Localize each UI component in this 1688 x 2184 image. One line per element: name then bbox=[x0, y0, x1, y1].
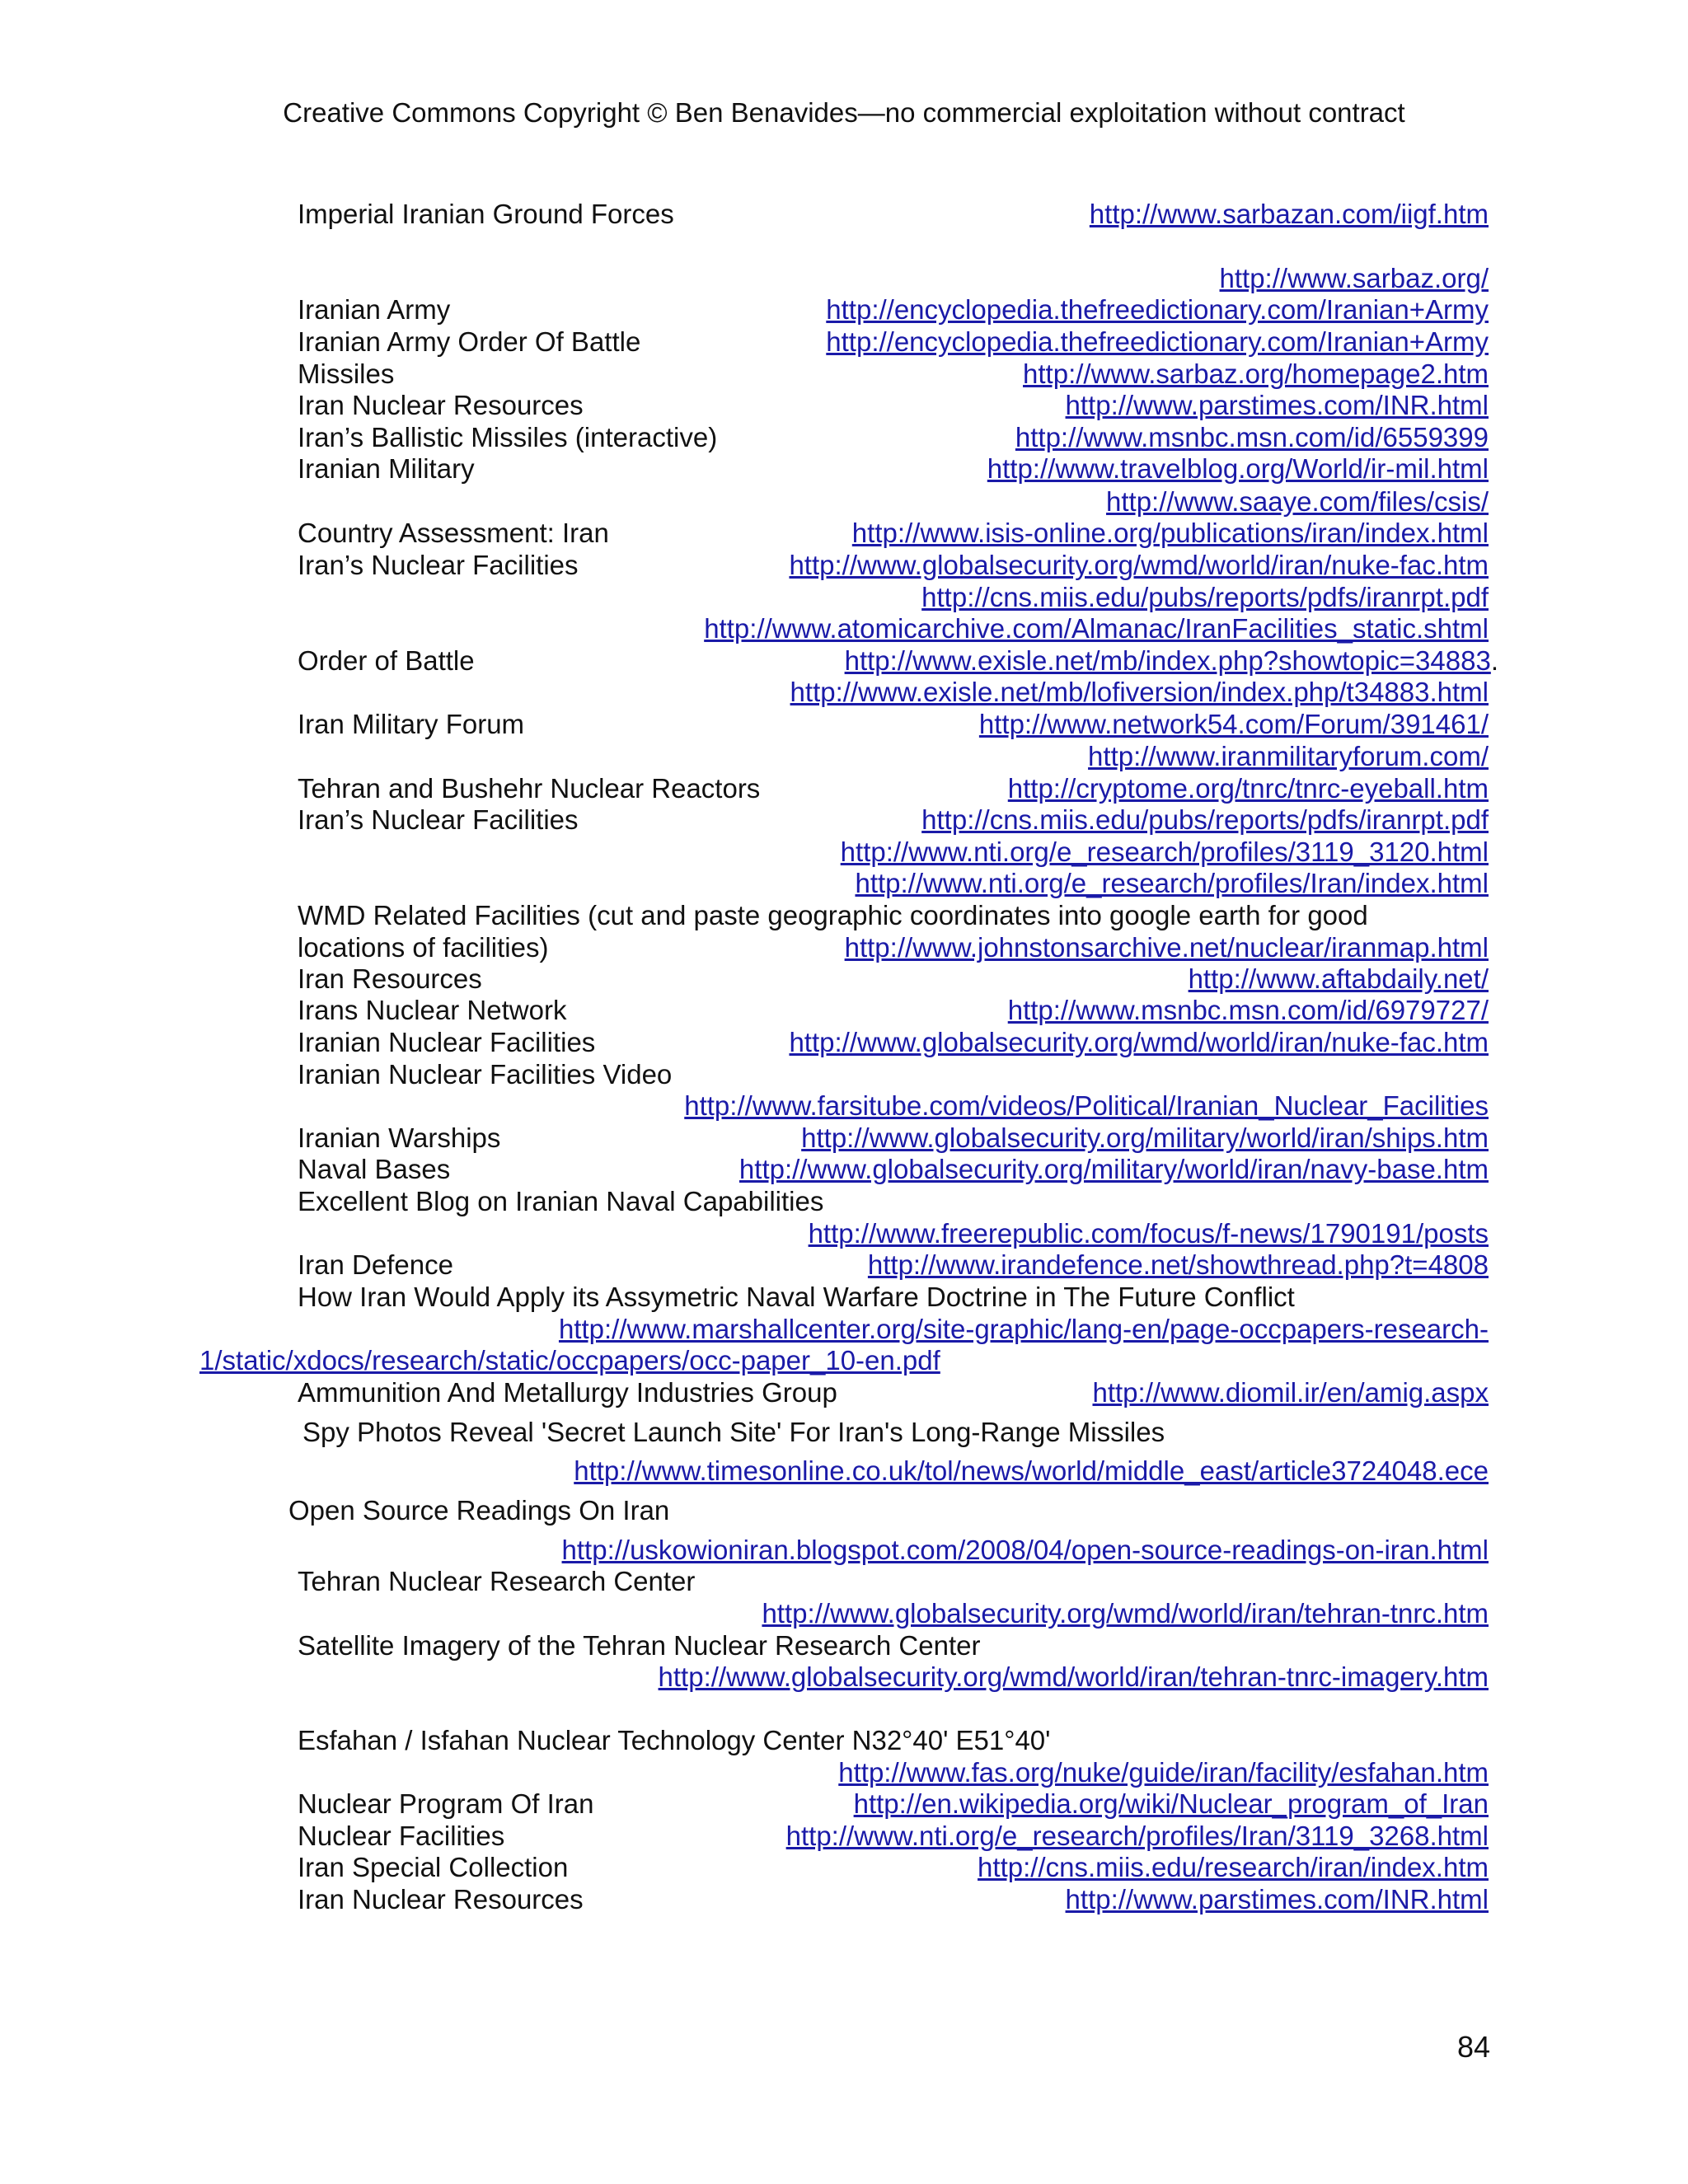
entry-link-wrapper bbox=[704, 612, 1489, 645]
link-entry bbox=[0, 612, 1688, 645]
entry-link[interactable]: http://www.aftabdaily.net/ bbox=[1188, 963, 1489, 994]
link-entry bbox=[0, 1344, 1688, 1377]
link-entry bbox=[0, 963, 1688, 996]
entry-label: Iran’s Nuclear Facilities bbox=[298, 550, 579, 580]
entry-label: Iran Military Forum bbox=[298, 709, 525, 739]
entry-link-wrapper bbox=[1090, 198, 1489, 231]
link-entry bbox=[0, 421, 1688, 454]
entry-label: How Iran Would Apply its Assymetric Naval Warfare Doctrine in The Future Conflict bbox=[298, 1282, 1295, 1312]
entry-label: Irans Nuclear Network bbox=[298, 995, 567, 1025]
entry-label: Missiles bbox=[298, 359, 395, 389]
link-entry bbox=[0, 899, 1688, 932]
link-entry bbox=[0, 1565, 1688, 1598]
entry-link-wrapper bbox=[789, 1026, 1489, 1059]
entry-link-wrapper bbox=[1023, 358, 1489, 391]
entry-link-wrapper bbox=[684, 1090, 1489, 1122]
link-entry bbox=[0, 1597, 1688, 1630]
link-entry bbox=[0, 262, 1688, 295]
entry-link[interactable]: http://www.atomicarchive.com/Almanac/IranFacilities_static.shtml bbox=[704, 613, 1489, 644]
entry-link-wrapper bbox=[1189, 963, 1489, 996]
entry-label: Iranian Nuclear Facilities Video bbox=[298, 1059, 673, 1090]
link-entry bbox=[0, 326, 1688, 359]
entry-link-wrapper bbox=[845, 931, 1489, 964]
entry-link[interactable]: http://www.farsitube.com/videos/Political/Iranian_Nuclear_Facilities bbox=[684, 1090, 1489, 1121]
entry-link[interactable]: http://www.globalsecurity.org/wmd/world/iran/tehran-tnrc.htm bbox=[762, 1598, 1489, 1629]
link-entry bbox=[0, 994, 1688, 1027]
entry-label: Excellent Blog on Iranian Naval Capabilities bbox=[298, 1186, 824, 1216]
entry-link-wrapper bbox=[1088, 740, 1489, 773]
entry-link-wrapper bbox=[574, 1455, 1489, 1488]
entry-link[interactable]: http://www.exisle.net/mb/index.php?showtopic=34883 bbox=[844, 645, 1491, 676]
entry-label: Ammunition And Metallurgy Industries Group bbox=[298, 1377, 837, 1408]
entry-link-wrapper bbox=[838, 1756, 1489, 1789]
link-entry bbox=[0, 1820, 1688, 1853]
entry-link-wrapper bbox=[987, 452, 1489, 485]
entry-label: Open Source Readings On Iran bbox=[288, 1495, 670, 1526]
entry-link-wrapper bbox=[1008, 994, 1489, 1027]
entry-label: Imperial Iranian Ground Forces bbox=[298, 199, 674, 229]
link-entry bbox=[0, 1090, 1688, 1122]
link-entry bbox=[0, 549, 1688, 582]
entry-link-wrapper bbox=[855, 867, 1489, 900]
entry-link-wrapper bbox=[1015, 421, 1489, 454]
link-entry bbox=[0, 485, 1688, 518]
entry-link-wrapper bbox=[845, 644, 1498, 677]
entry-link[interactable]: http://www.parstimes.com/INR.html bbox=[1065, 1884, 1489, 1915]
link-entry bbox=[0, 1026, 1688, 1059]
entry-label: Iran Defence bbox=[298, 1249, 453, 1280]
link-entry bbox=[0, 581, 1688, 614]
entry-label: Tehran Nuclear Research Center bbox=[298, 1566, 696, 1596]
entry-link-wrapper bbox=[979, 708, 1489, 741]
entry-label: Iran Nuclear Resources bbox=[298, 1884, 584, 1915]
link-entry bbox=[0, 708, 1688, 741]
link-entry bbox=[0, 1313, 1688, 1346]
entry-label: Country Assessment: Iran bbox=[298, 518, 609, 548]
entry-link[interactable]: http://www.sarbaz.org/ bbox=[1219, 263, 1489, 293]
entry-link[interactable]: http://www.timesonline.co.uk/tol/news/world/middle_east/article3724048.ece bbox=[574, 1455, 1489, 1486]
entry-link[interactable]: http://www.msnbc.msn.com/id/6559399 bbox=[1015, 422, 1489, 452]
entry-label: Iranian Army Order Of Battle bbox=[298, 326, 641, 357]
entry-link[interactable]: http://uskowioniran.blogspot.com/2008/04/open-source-readings-on-iran.html bbox=[561, 1535, 1489, 1565]
link-entry bbox=[0, 676, 1688, 709]
entry-link[interactable]: http://www.iranmilitaryforum.com/ bbox=[1088, 741, 1489, 771]
link-entry bbox=[0, 1376, 1688, 1409]
entry-link-wrapper bbox=[801, 1122, 1489, 1155]
link-entry bbox=[0, 1416, 1688, 1449]
link-entry bbox=[0, 1281, 1688, 1314]
entry-label: Iran Resources bbox=[298, 963, 482, 994]
entry-label: Iran’s Nuclear Facilities bbox=[298, 804, 579, 835]
link-entry bbox=[0, 358, 1688, 391]
entry-link-wrapper bbox=[921, 804, 1489, 837]
entry-label: Nuclear Program Of Iran bbox=[298, 1788, 594, 1819]
entry-label: Satellite Imagery of the Tehran Nuclear Research Center bbox=[298, 1630, 981, 1661]
link-entry bbox=[0, 293, 1688, 326]
entry-link[interactable]: http://www.globalsecurity.org/military/world/iran/ships.htm bbox=[801, 1122, 1489, 1153]
link-entry bbox=[0, 772, 1688, 805]
entry-label: Iran Nuclear Resources bbox=[298, 390, 584, 420]
entry-link-wrapper bbox=[1066, 389, 1489, 422]
entry-link[interactable]: http://encyclopedia.thefreedictionary.com/Iranian+Army bbox=[826, 326, 1489, 357]
entry-label: Tehran and Bushehr Nuclear Reactors bbox=[298, 773, 761, 804]
link-entry bbox=[0, 1756, 1688, 1789]
entry-link-wrapper bbox=[762, 1597, 1489, 1630]
entry-link[interactable]: http://www.globalsecurity.org/wmd/world/iran/nuke-fac.htm bbox=[789, 550, 1489, 580]
entry-link-wrapper bbox=[1106, 485, 1489, 518]
entry-link-wrapper bbox=[562, 1534, 1489, 1567]
entry-link[interactable]: http://www.nti.org/e_research/profiles/Iran/index.html bbox=[855, 868, 1489, 898]
entry-link-wrapper bbox=[978, 1851, 1489, 1884]
entry-link[interactable]: http://www.nti.org/e_research/profiles/3119_3120.html bbox=[840, 837, 1489, 867]
entry-link[interactable]: http://encyclopedia.thefreedictionary.com/Iranian+Army bbox=[826, 294, 1489, 325]
entry-label: WMD Related Facilities (cut and paste geographic coordinates into google earth for good bbox=[298, 900, 1368, 930]
link-entry bbox=[0, 644, 1688, 677]
link-entry bbox=[0, 1455, 1688, 1488]
entry-link[interactable]: http://www.exisle.net/mb/lofiversion/index.php/t34883.html bbox=[790, 677, 1489, 707]
entry-link[interactable]: http://www.johnstonsarchive.net/nuclear/iranmap.html bbox=[844, 932, 1489, 963]
entry-link[interactable]: http://www.globalsecurity.org/military/world/iran/navy-base.htm bbox=[738, 1154, 1489, 1184]
entry-label: Naval Bases bbox=[298, 1154, 451, 1184]
entry-link-wrapper bbox=[826, 293, 1489, 326]
entry-label: Iran’s Ballistic Missiles (interactive) bbox=[298, 422, 718, 452]
link-entry bbox=[0, 1724, 1688, 1757]
entry-link-wrapper bbox=[199, 1344, 940, 1377]
entry-link[interactable]: http://www.freerepublic.com/focus/f-news/1790191/posts bbox=[808, 1218, 1489, 1249]
entry-link[interactable]: http://www.travelblog.org/World/ir-mil.html bbox=[987, 453, 1489, 484]
entry-label: Spy Photos Reveal 'Secret Launch Site' For Iran's Long-Range Missiles bbox=[302, 1417, 1165, 1447]
link-entry bbox=[0, 1249, 1688, 1282]
link-entry bbox=[0, 1185, 1688, 1218]
link-entry bbox=[0, 1851, 1688, 1884]
entry-link[interactable]: http://www.saaye.com/files/csis/ bbox=[1106, 486, 1489, 517]
link-entry bbox=[0, 1534, 1688, 1567]
entry-link-wrapper bbox=[868, 1249, 1489, 1282]
link-entry bbox=[0, 836, 1688, 869]
entry-label: Iranian Warships bbox=[298, 1122, 501, 1153]
entry-link[interactable]: http://cryptome.org/tnrc/tnrc-eyeball.htm bbox=[1007, 773, 1489, 804]
entry-link[interactable]: http://cns.miis.edu/research/iran/index.htm bbox=[978, 1852, 1489, 1882]
entry-link[interactable]: http://cns.miis.edu/pubs/reports/pdfs/iranrpt.pdf bbox=[921, 582, 1489, 612]
entry-link-wrapper bbox=[1220, 262, 1489, 295]
entry-link[interactable]: http://www.globalsecurity.org/wmd/world/iran/tehran-tnrc-imagery.htm bbox=[658, 1661, 1489, 1692]
entry-link-wrapper bbox=[852, 517, 1489, 550]
entry-link-wrapper bbox=[809, 1217, 1489, 1250]
entry-label: Iran Special Collection bbox=[298, 1852, 569, 1882]
link-entry bbox=[0, 198, 1688, 231]
entry-link-wrapper bbox=[841, 836, 1489, 869]
entry-label: Order of Battle bbox=[298, 645, 475, 676]
entry-link[interactable]: http://en.wikipedia.org/wiki/Nuclear_program_of_Iran bbox=[853, 1788, 1489, 1819]
link-entry bbox=[0, 1494, 1688, 1527]
link-entry bbox=[0, 804, 1688, 837]
entry-label: Iranian Nuclear Facilities bbox=[298, 1027, 596, 1057]
entry-label: Iranian Military bbox=[298, 453, 475, 484]
link-entry bbox=[0, 931, 1688, 964]
link-entry bbox=[0, 1153, 1688, 1186]
entry-label: Nuclear Facilities bbox=[298, 1821, 505, 1851]
entry-link[interactable]: http://www.nti.org/e_research/profiles/Iran/3119_3268.html bbox=[785, 1821, 1489, 1851]
entry-link-wrapper bbox=[1008, 772, 1489, 805]
entry-link[interactable]: 1/static/xdocs/research/static/occpapers/occ-paper_10-en.pdf bbox=[199, 1345, 940, 1376]
link-entry bbox=[0, 452, 1688, 485]
entry-label: Esfahan / Isfahan Nuclear Technology Center N32°40' E51°40' bbox=[298, 1725, 1051, 1755]
link-entry bbox=[0, 1883, 1688, 1916]
entry-link[interactable]: http://www.irandefence.net/showthread.php?t=4808 bbox=[867, 1249, 1489, 1280]
link-entry bbox=[0, 1058, 1688, 1091]
entry-link[interactable]: http://www.globalsecurity.org/wmd/world/iran/nuke-fac.htm bbox=[789, 1027, 1489, 1057]
entry-label: locations of facilities) bbox=[298, 932, 549, 963]
entry-link-wrapper bbox=[1066, 1883, 1489, 1916]
entry-label: Iranian Army bbox=[298, 294, 451, 325]
entry-link-wrapper bbox=[559, 1313, 1489, 1346]
entry-link-wrapper bbox=[854, 1788, 1489, 1821]
entry-link-wrapper bbox=[786, 1820, 1489, 1853]
entry-link[interactable]: http://www.marshallcenter.org/site-graphic/lang-en/page-occpapers-research- bbox=[558, 1314, 1489, 1344]
entry-link[interactable]: http://www.parstimes.com/INR.html bbox=[1065, 390, 1489, 420]
entry-link-wrapper bbox=[739, 1153, 1489, 1186]
link-entry bbox=[0, 517, 1688, 550]
link-entry bbox=[0, 1661, 1688, 1694]
entry-link[interactable]: http://www.network54.com/Forum/391461/ bbox=[978, 709, 1489, 739]
entry-link-wrapper bbox=[921, 581, 1489, 614]
entry-link[interactable]: http://www.fas.org/nuke/guide/iran/facility/esfahan.htm bbox=[838, 1757, 1489, 1788]
entry-link[interactable]: http://www.sarbazan.com/iigf.htm bbox=[1089, 199, 1489, 229]
link-entry bbox=[0, 389, 1688, 422]
link-entry bbox=[0, 740, 1688, 773]
entry-link-wrapper bbox=[659, 1661, 1489, 1694]
link-suffix: . bbox=[1490, 645, 1498, 676]
entry-link-wrapper bbox=[1092, 1376, 1489, 1409]
link-entry bbox=[0, 1629, 1688, 1662]
page-number: 84 bbox=[1456, 2030, 1490, 2064]
link-entry bbox=[0, 1217, 1688, 1250]
entry-link-wrapper bbox=[790, 676, 1489, 709]
entry-link[interactable]: http://www.msnbc.msn.com/id/6979727/ bbox=[1007, 995, 1489, 1025]
link-entry bbox=[0, 867, 1688, 900]
entry-link[interactable]: http://www.sarbaz.org/homepage2.htm bbox=[1023, 359, 1489, 389]
entry-link-wrapper bbox=[826, 326, 1489, 359]
entry-link[interactable]: http://www.diomil.ir/en/amig.aspx bbox=[1092, 1377, 1489, 1408]
entry-link[interactable]: http://cns.miis.edu/pubs/reports/pdfs/iranrpt.pdf bbox=[921, 804, 1489, 835]
entry-link-wrapper bbox=[789, 549, 1489, 582]
copyright-header: Creative Commons Copyright © Ben Benavides—no commercial exploitation without contract bbox=[283, 97, 1405, 128]
entry-link[interactable]: http://www.isis-online.org/publications/iran/index.html bbox=[851, 518, 1489, 548]
link-entry bbox=[0, 1788, 1688, 1821]
link-entry bbox=[0, 1122, 1688, 1155]
